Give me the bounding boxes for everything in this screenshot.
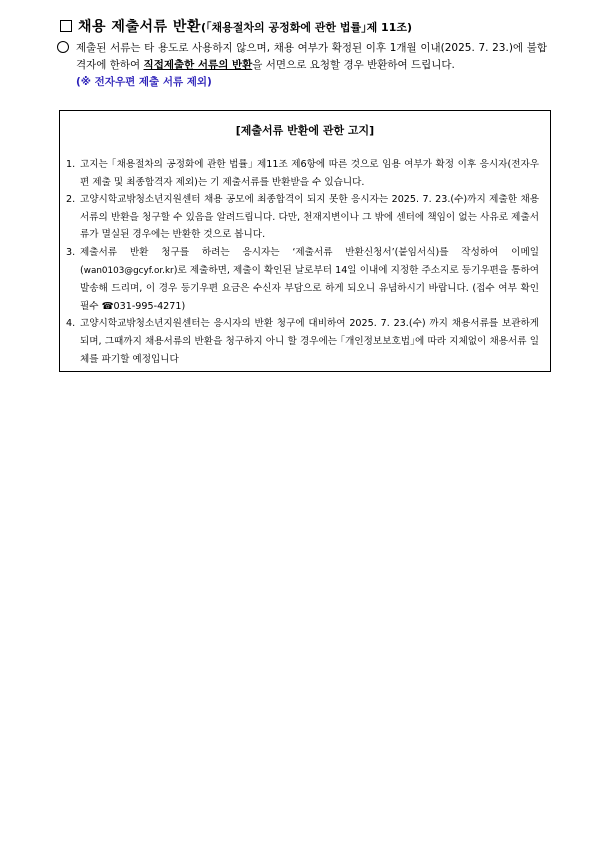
notice-item-text: 고지는 ｢채용절차의 공정화에 관한 법률｣ 제11조 제6항에 따른 것으로 임용 여부가 확정 이후 응시자(전자우편 제출 및 최종합격자 제외)는 기 제출서류를 반환받을 수 있습니다. xyxy=(80,159,539,188)
intro-paragraph xyxy=(57,40,547,91)
notice-item-1 xyxy=(66,156,539,191)
notice-box xyxy=(59,110,551,372)
intro-text-before: 제출된 서류는 타 용도로 사용하지 않으며, 채용 여부가 확정된 이후 1개월 이내(2025. 7. 23.)에 불합격자에 한하여 xyxy=(76,42,547,71)
checkbox-square-icon xyxy=(60,20,72,32)
notice-item-text-before: 제출서류 반환 청구를 하려는 응시자는 ‘제출서류 반환신청서’(붙임서식)를 작성하여 이메일( xyxy=(80,246,539,276)
email-address: wan0103@gcyf.or.kr xyxy=(83,265,174,276)
notice-item-number: 2. xyxy=(66,194,76,206)
notice-item-4 xyxy=(66,315,539,368)
notice-item-2 xyxy=(66,191,539,244)
circle-bullet-icon xyxy=(57,41,69,53)
intro-text xyxy=(76,40,547,91)
notice-list xyxy=(60,156,550,368)
notice-title: [제출서류 반환에 관한 고지] xyxy=(235,124,375,137)
intro-emphasis: 직접제출한 서류의 반환 xyxy=(143,59,253,71)
notice-item-text-after: )로 제출하면, 제출이 확인된 날로부터 14일 이내에 지정한 주소지로 등기우편을 통하여 발송해 드리며, 이 경우 등기우편 요금은 수신자 부담으로 하게 되오니 유념하시기 바랍니다. (접수 여부 확인 필수 ☎031-995-4271) xyxy=(80,264,539,312)
notice-item-text: 고양시학교밖청소년지원센터는 응시자의 반환 청구에 대비하여 2025. 7. 23.(수) 까지 채용서류를 보관하게 되며, 그때까지 채용서류의 반환을 청구하지 아니 할 경우에는 ｢개인정보보호법｣에 따라 지체없이 채용서류 일체를 파기할 예정입니다 xyxy=(80,318,539,365)
notice-item-number: 3. xyxy=(66,246,76,258)
section-heading xyxy=(60,16,412,36)
section-title: 채용 제출서류 반환 xyxy=(78,19,201,35)
intro-note: (※ 전자우편 제출 서류 제외) xyxy=(76,76,212,88)
notice-item-text: 고양시학교밖청소년지원센터 채용 공모에 최종합격이 되지 못한 응시자는 2025. 7. 23.(수)까지 제출한 채용서류의 반환을 청구할 수 있음을 알려드립니다. 다만, 천재지변이나 그 밖에 센터에 책임이 없는 사유로 제출서류가 멸실된 경우에는 반환한 것으로 봅니다. xyxy=(80,194,539,241)
notice-item-3 xyxy=(66,244,539,315)
intro-text-after: 을 서면으로 요청할 경우 반환하여 드립니다. xyxy=(252,59,455,71)
section-law-reference: (｢채용절차의 공정화에 관한 법률｣제 11조) xyxy=(200,21,413,34)
notice-item-number: 4. xyxy=(66,318,76,330)
notice-item-number: 1. xyxy=(66,159,76,170)
